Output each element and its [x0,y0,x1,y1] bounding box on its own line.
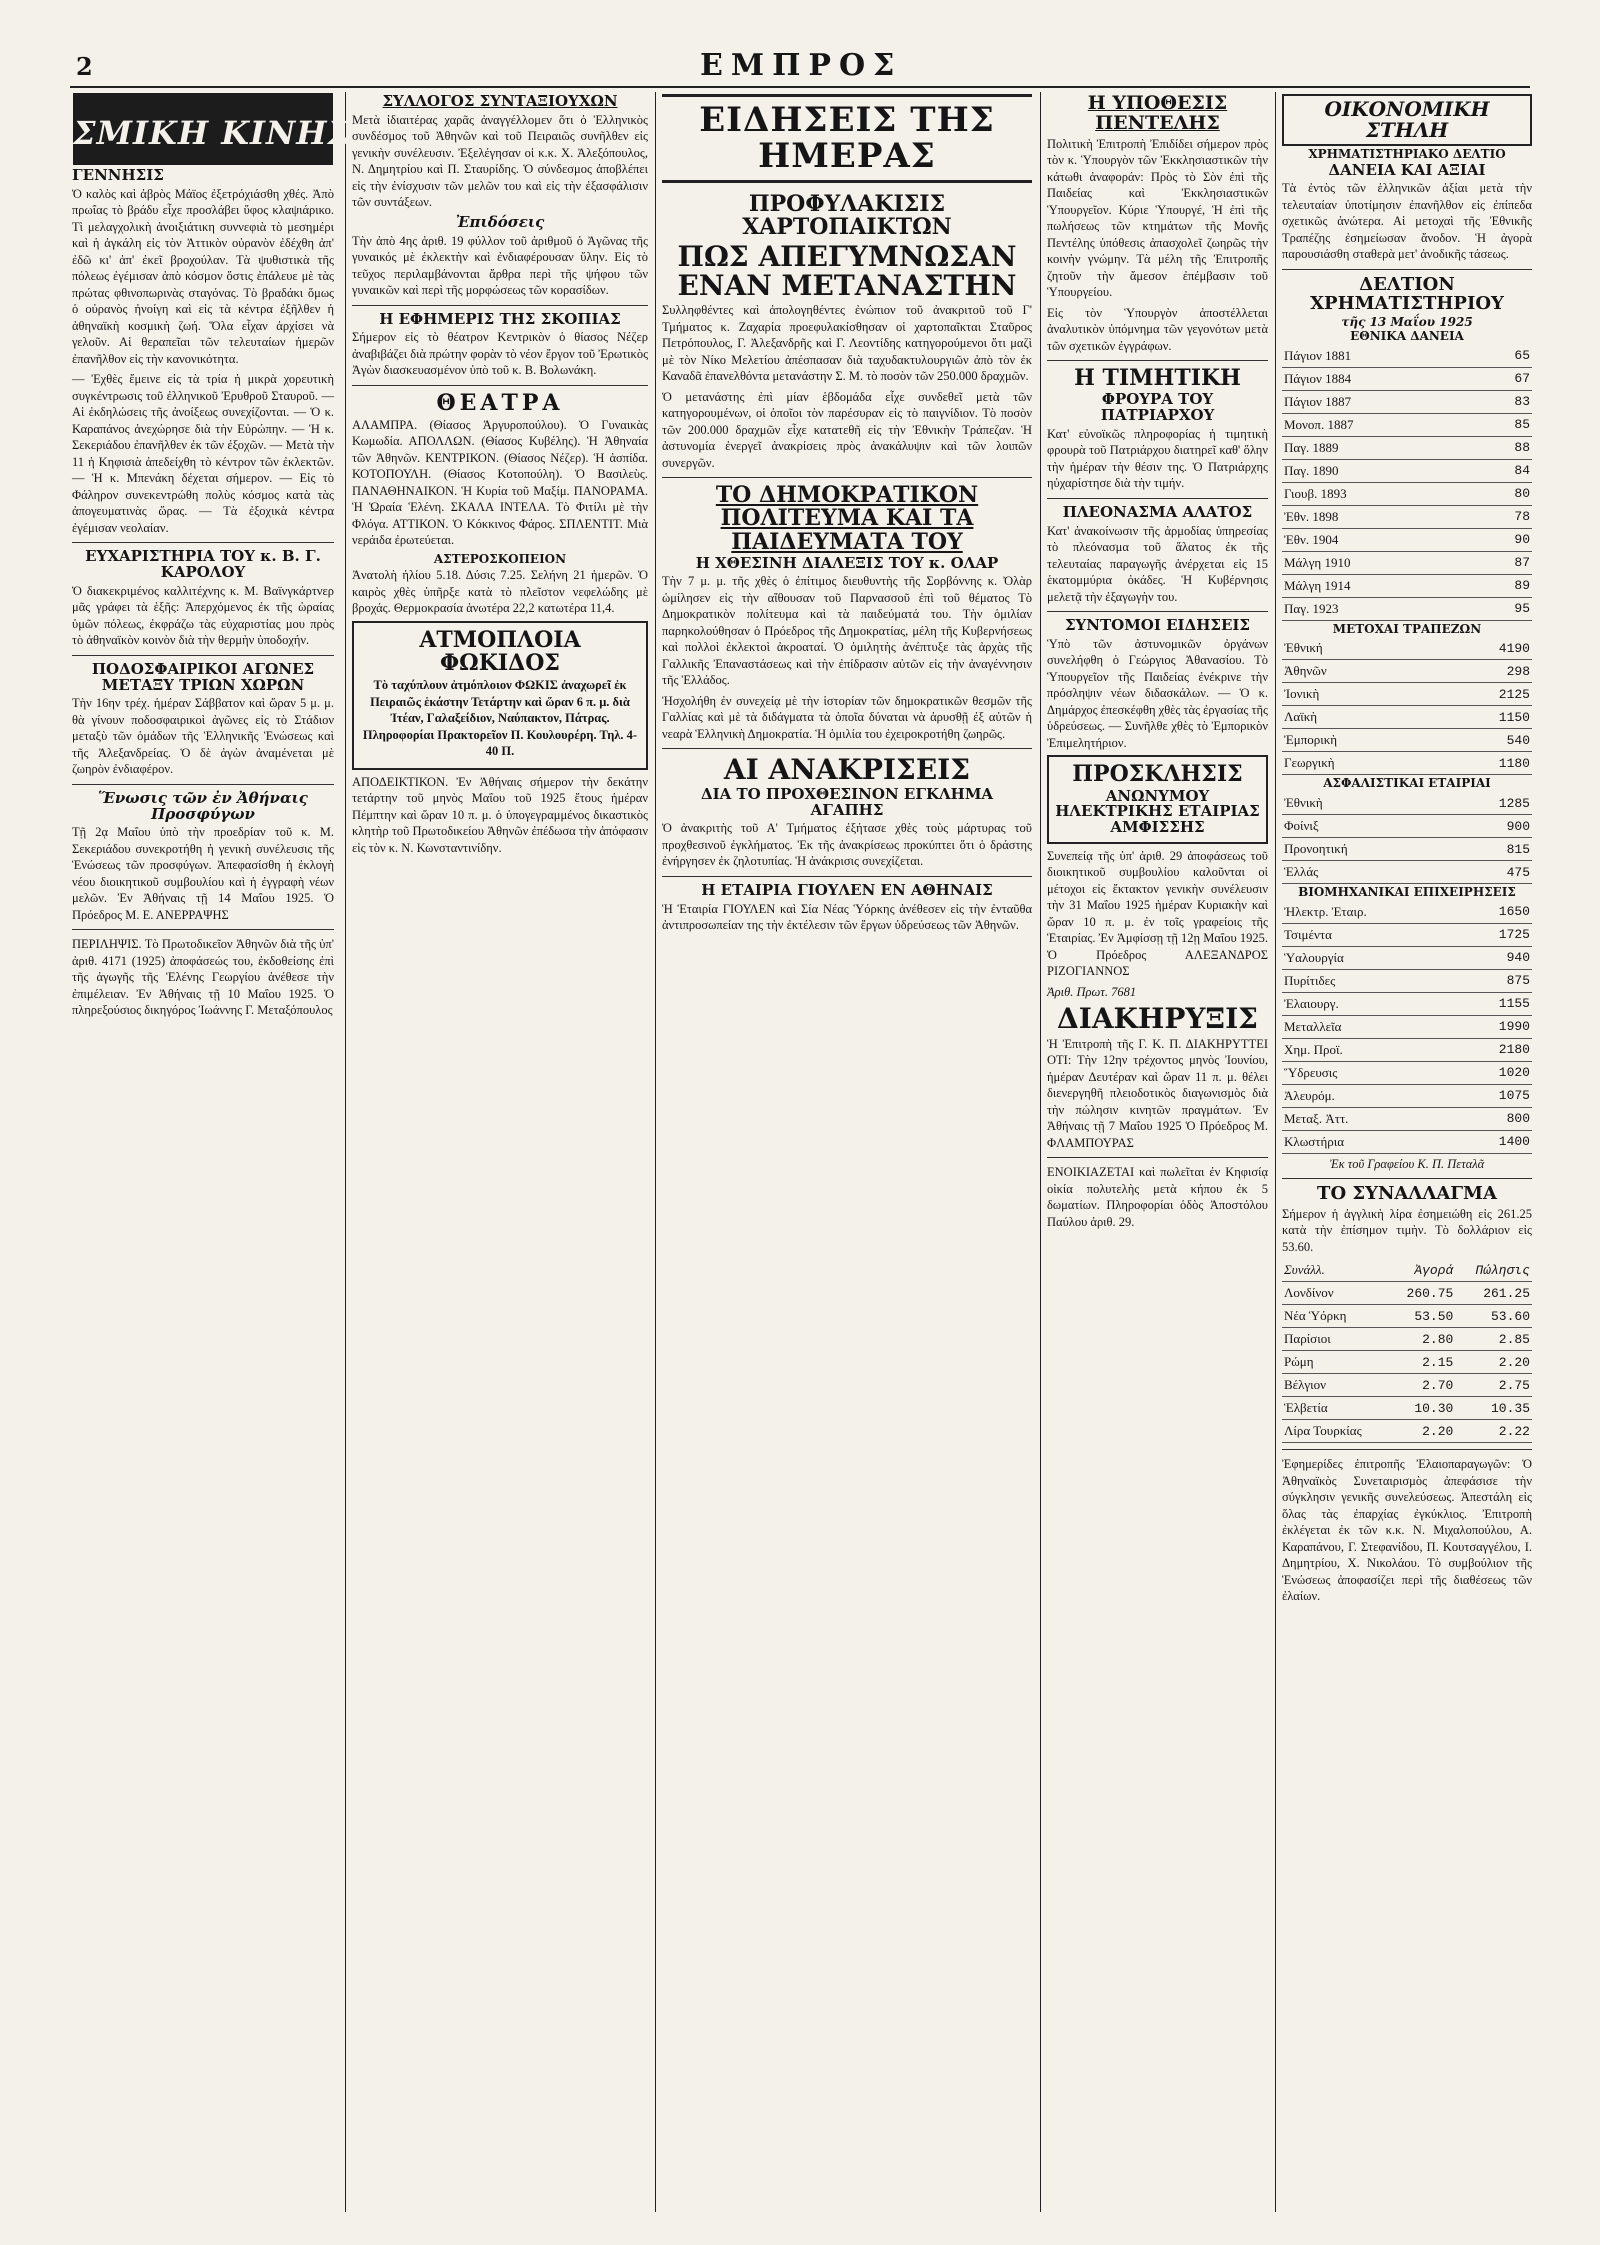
currency-name: Ἑλβετία [1282,1397,1389,1420]
article-subheadline: ΦΡΟΥΡΑ ΤΟΥ ΠΑΤΡΙΑΡΧΟΥ [1100,390,1215,425]
table-row [1282,660,1532,683]
security-price: 1650 [1460,901,1532,924]
article-text: Ὁ διακεκριμένος καλλιτέχνης κ. Μ. Βαϊνγκάρτνερ μᾶς γράφει τὰ ἑξῆς: Ἀπερχόμενος ἐκ τῆς ὡραίας ὑμῶν πόλεως, ἐκφράζω τὰς εὐχαριστίας μου πρὸς τὸ ἀθηναϊκὸν κοινὸν διὰ τὴν θερμὴν ὑποδοχήν. [72,583,334,648]
article-text: Σήμερον ἡ ἀγγλικὴ λίρα ἐσημειώθη εἰς 261.25 κατὰ τὴν ἐπίσημον τιμὴν. Τὸ δολλάριον εἰς 53.60. [1282,1206,1532,1254]
article-text: — Ἐχθὲς ἔμεινε εἰς τὰ τρία ἡ μικρὰ χορευτικὴ συγκέντρωσις τοῦ ἐλληνικοῦ Ἐρυθροῦ Σταυροῦ. — Αἱ ἐκδηλώσεις τῆς ἀνοίξεως συνεχίζονται. — Ὁ κ. Καραπάνος ἀνεχώρησε διὰ τὴν Εὐρώπην. — Ἡ κ. Σεκεριάδου ἐπανῆλθεν ἐκ τῶν ἐξοχῶν. — Μετὰ τὴν 11 ἡ Κηφισιὰ ἀπεδείχθη τὸ κέντρον τῶν ἐκλεκτῶν. — Ἡ κ. Μπενάκη δέχεται σήμερον. — Εἰς τὸ Φάληρον συνεκεντρώθη πολὺς κόσμος κατὰ τὰς ἀπογευματινὰς ὥρας. — Τὰ ἐξοχικὰ κέντρα ἐγέμισαν νεολαίαν. [72,372,334,535]
notice-headline: ΔΙΑΚΗΡΥΞΙΣ [1057,1002,1258,1036]
security-name: Ἠλεκτρ. Ἐταιρ. [1282,901,1460,924]
table-row [1282,1015,1532,1038]
table-row [1282,683,1532,706]
notice-subheadline: ΑΝΩΝΥΜΟΥ ΗΛΕΚΤΡΙΚΗΣ ΕΤΑΙΡΙΑΣ ΑΜΦΙΣΣΗΣ [1055,786,1260,837]
security-price: 78 [1479,505,1532,528]
section-subheading: ΧΡΗΜΑΤΙΣΤΗΡΙΑΚΟ ΔΕΛΤΙΟ [1308,147,1506,161]
currency-name: Λονδίνον [1282,1282,1389,1305]
security-price: 90 [1479,528,1532,551]
column-header: Συνάλλ. [1282,1259,1389,1282]
security-name: Ἰονικὴ [1282,683,1437,706]
currency-name: Νέα Ὑόρκη [1282,1305,1389,1328]
ad-text: Τὸ ταχύπλουν ἀτμόπλοιον ΦΩΚΙΣ ἀναχωρεῖ ἐκ Πειραιῶς ἑκάστην Τετάρτην καὶ ὥραν 6 π. μ. διὰ Ἰτέαν, Γαλαξείδιον, Ναύπακτον, Πάτρας. Πληροφορίαι Πρακτορεῖον Π. Κουλουρέρη. Τηλ. 4-40 Π. [362,678,638,759]
table-row [1282,367,1532,390]
security-price: 1725 [1460,923,1532,946]
table-row [1282,1084,1532,1107]
security-price: 875 [1460,969,1532,992]
column-rule [1040,92,1041,2212]
column-3 [662,92,1032,2212]
security-price: 540 [1437,729,1532,752]
section-heading: ΓΕΝΝΗΣΙΣ [72,166,164,184]
security-price: 800 [1460,1107,1532,1130]
advertisement [352,621,648,770]
currency-name: Λίρα Τουρκίας [1282,1420,1389,1443]
security-price: 1155 [1460,992,1532,1015]
security-name: Χημ. Προϊ. [1282,1038,1460,1061]
security-name: Ὕδρευσις [1282,1061,1460,1084]
security-name: Γεωργικὴ [1282,752,1437,775]
table-row [1282,413,1532,436]
exchange-table [1282,1259,1532,1443]
article-headline: Η ΕΦΗΜΕΡΙΣ ΤΗΣ ΣΚΟΠΙΑΣ [379,309,621,328]
article-headline: Ἐπιδόσεις [455,212,545,231]
article-headline: ΤΟ ΔΗΜΟΚΡΑΤΙΚΟΝ ΠΟΛΙΤΕΥΜΑ ΚΑΙ ΤΑ ΠΑΙΔΕΥΜΑΤΑ ΤΟΥ [715,482,979,555]
table-row [1282,505,1532,528]
security-price: 1150 [1437,706,1532,729]
security-name: Ἀθηνῶν [1282,660,1437,683]
paper-name: ΕΜΠΡΟΣ [700,48,903,83]
divider [662,748,1032,749]
buy-rate: 2.20 [1389,1420,1455,1443]
section-banner: ΕΙΔΗΣΕΙΣ ΤΗΣ ΗΜΕΡΑΣ [662,94,1032,183]
divider [72,655,334,656]
security-price: 1180 [1437,752,1532,775]
buy-rate: 53.50 [1389,1305,1455,1328]
security-name: Παγ. 1889 [1282,436,1479,459]
buy-rate: 10.30 [1389,1397,1455,1420]
article-subheadline: Η ΧΘΕΣΙΝΗ ΔΙΑΛΕΞΙΣ ΤΟΥ κ. ΟΛΑΡ [695,553,999,572]
column-rule [345,92,346,2212]
article-subheadline: ΠΩΣ ΑΠΕΓΥΜΝΩΣΑΝ ΕΝΑΝ ΜΕΤΑΝΑΣΤΗΝ [677,239,1017,302]
table-row [1282,1130,1532,1153]
security-price: 67 [1479,367,1532,390]
security-price: 80 [1479,482,1532,505]
security-price: 89 [1479,574,1532,597]
security-price: 85 [1479,413,1532,436]
table-row [1282,436,1532,459]
article-headline: Η ΕΤΑΙΡΙΑ ΓΙΟΥΛΕΝ ΕΝ ΑΘΗΝΑΙΣ [701,880,993,899]
industry-table [1282,901,1532,1154]
article-text: Ὁ καλὸς καὶ ἀβρὸς Μάϊος ἐξετρόχιάσθη χθές. Ἀπὸ πρωΐας τὸ βράδυ εἶχε προσλάβει ὕφος κλαψιάρικο. Τὶ μελαγχολικὴ ἀνοιξιάτικη συννεφιὰ τὸ μεσημέρι καὶ ἡ ἀγκάλη εἰς τὸν Ἀττικὸν οὐρανὸν ἐδέχθη ἀπ' ἐδῶ κι' ἀπ' ἐκεῖ βροχούλαν. Τὰ ψυθιστικὰ τῆς πόλεως ἐγέμισαν ἀπὸ κόσμον ὅστις ἐπάλευε μὲ τὰς πρώτας φθινοπωρινὰς σταγόνας. Τὸ βραδάκι ὅμως ὁ οὐρανὸς ἠνοίγη καὶ εἰς τὰ κέντρα ἐξῆλθεν ἡ ἀθηναϊκὴ κοσμικὴ ζωή. Ὅλα εἶχαν ἀρχίσει νὰ γελοῦν. Αἱ θεραπεῖαι τῶν τελευταίων ἡμερῶν ἐπανῆλθον εἰς τὴν κανονικότητα. [72,186,334,366]
security-price: 900 [1446,815,1532,838]
article-text: Συλληφθέντες καὶ ἀπολογηθέντες ἐνώπιον τοῦ ἀνακριτοῦ τοῦ Γ' Τμήματος κ. Ζαχαρία προεφυλακίσθησαν οἱ χαρτοπαῖκται Σταῦρος Πετρόπουλος, Γ. Ἀλεξανδρῆς καὶ Γ. Λεοντίδης κατηγορούμενοι ὅτι μαζὶ μὲ τὸν Νίκο Μελετίου ἀπέσπασαν διὰ ταχυδακτυλουργιῶν ἀπὸ τὸν ἐκ Καναδᾶ ἐπανελθόντα μετανάστην Σ. Μ. τὸ ποσὸν τῶν 250.000 δραχμῶν. [662,303,1032,384]
security-name: Μάλγη 1914 [1282,574,1479,597]
theatre-listings: ΑΛΑΜΠΡΑ. (Θίασος Ἀργυροπούλου). Ὁ Γυναικὰς Κωμωδία. ΑΠΟΛΛΩΝ. (Θίασος Κυβέλης). Ἡ Ἀθηναία τῶν Ἀθηνῶν. ΚΕΝΤΡΙΚΟΝ. (Θίασος Νέζερ). Ἡ ἀσπίδα. ΚΟΤΟΠΟΥΛΗ. (Θίασος Κοτοπούλη). Ὁ Βασιλεὺς. ΠΑΝΑΘΗΝΑΙΚΟΝ. Ἡ Κυρία τοῦ Μαξίμ. ΠΑΝΟΡΑΜΑ. Ἡ Ὡραία Ἑλένη. ΣΚΑΛΑ ΙΝΤΕΛΑ. Τὸ Φιτίλι μὲ τὴν Φλόγα. ΑΤΤΙΚΟΝ. Ὁ Κόκκινος Φάρος. ΣΠΛΕΝΤΙΤ. Μιὰ νεράιδα ἐρωτεύεται. [352,417,648,548]
security-name: Ἑλλάς [1282,861,1446,884]
table-row [1282,706,1532,729]
article-headline: ΕΥΧΑΡΙΣΤΗΡΙΑ ΤΟΥ κ. Β. Γ. ΚΑΡΟΛΟΥ [85,547,321,581]
stock-table [1282,901,1532,1154]
notice-text: Συνεπείᾳ τῆς ὑπ' ἀριθ. 29 ἀποφάσεως τοῦ διοικητικοῦ συμβουλίου καλοῦνται οἱ μέτοχοι εἰς ἔκτακτον γενικὴν συνέλευσιν τὴν 31 Μαΐου 1925 ἡμέραν Κυριακὴν καὶ ὥραν 10 π. μ. ἐν τοῖς γραφείοις τῆς Ἑταιρίας. Ἐν Ἀμφίσσῃ τῇ 12ῃ Μαΐου 1925. Ὁ Πρόεδρος ΑΛΕΞΑΝΔΡΟΣ ΡΙΖΟΓΙΑΝΝΟΣ [1047,848,1268,979]
banks-table [1282,637,1532,775]
table-row [1282,792,1532,815]
table-row [1282,992,1532,1015]
divider [1282,269,1532,270]
security-price: 88 [1479,436,1532,459]
table-row [1282,551,1532,574]
table-row [1282,1107,1532,1130]
table-row [1282,1282,1532,1305]
stock-table [1282,637,1532,775]
sell-rate: 261.25 [1455,1282,1532,1305]
bulletin-date: τῆς 13 Μαΐου 1925 [1341,314,1473,329]
table-row [1282,1061,1532,1084]
legal-notice: ΑΠΟΔΕΙΚΤΙΚΟΝ. Ἐν Ἀθήναις σήμερον τὴν δεκάτην τετάρτην τοῦ μηνὸς Μαΐου τοῦ 1925 ἔτους ἡμέραν Πέμπτην καὶ ὥραν 10 π. μ. ὁ ὑπογεγραμμένος δικαστικὸς κλητὴρ τοῦ Πρωτοδικείου Ἀθηνῶν ἐπέδωσα τὴν ἀπόφασιν εἰς τὸν κ. Ν. Κωνσταντινίδην. [352,774,648,855]
security-name: Παγ. 1923 [1282,597,1479,620]
security-name: Κλωστήρια [1282,1130,1460,1153]
security-price: 84 [1479,459,1532,482]
security-name: Γιουβ. 1893 [1282,482,1479,505]
security-price: 475 [1446,861,1532,884]
article-text: Ὁ μετανάστης ἐπὶ μίαν ἑβδομάδα εἶχε συνδεθεῖ μετὰ τῶν κατηγορουμένων, οἱ ὁποῖοι τὸν παρέσυραν εἰς τὸ παιγνίδιον. Τὸ ποσὸν τῶν 200.000 δραχμῶν εἶχε κατατεθῆ εἰς τὴν Ἐθνικὴν Τράπεζαν. Ἡ ἀστυνομία ἐνεργεῖ ἀνακρίσεις πρὸς ἀνακάλυψιν καὶ τῶν λοιπῶν συνεργῶν. [662,389,1032,470]
stock-table [1282,792,1532,884]
article-text: Σήμερον εἰς τὸ θέατρον Κεντρικὸν ὁ θίασος Νέζερ ἀναβιβάζει διὰ πρώτην φορὰν τὸ νέον ἔργον τοῦ Ἐρωτικὸς Ἀγὼν διασκευασμένον ὑπὸ τοῦ κ. Β. Βολωνάκη. [352,330,649,378]
column-1 [15,92,391,2212]
table-row [1282,838,1532,861]
security-name: Παγ. 1890 [1282,459,1479,482]
table-row [1282,390,1532,413]
notice-headline: ΠΡΟΣΚΛΗΣΙΣ [1072,761,1243,788]
security-price: 1020 [1460,1061,1532,1084]
masthead-rule [70,86,1530,88]
sell-rate: 2.20 [1455,1351,1532,1374]
table-row [1282,1328,1532,1351]
page-number: 2 [76,52,93,81]
column-rule [1275,92,1276,2212]
security-price: 1285 [1446,792,1532,815]
article-text: Τὴν 7 μ. μ. τῆς χθὲς ὁ ἐπίτιμος διευθυντὴς τῆς Σορβόννης κ. Ὀλὰρ ὡμίλησεν εἰς τὴν αἴθουσαν τοῦ Παρνασσοῦ ἐπὶ τοῦ θέματος Τὸ Δημοκρατικὸν πολίτευμα καὶ τὰ παιδεύματά του. Τὴν ὁμιλίαν παρηκολούθησαν ὁ Πρόεδρος τῆς Δημοκρατίας, μέλη τῆς Κυβερνήσεως καὶ πολλοὶ ἐκλεκτοὶ ἀκροαταί. Ὁ ὁμιλητὴς ἀνέπτυξε τὰς ἀρχὰς τῆς Γαλλικῆς Ἐπαναστάσεως καὶ τὴν ἐπίδρασιν αὐτῶν εἰς τὴν ἀναγέννησιν τῆς Ἑλλάδος. [662,574,1032,688]
sell-rate: 2.85 [1455,1328,1532,1351]
divider [1047,498,1268,499]
table-row [1282,1351,1532,1374]
table-row [1282,1420,1532,1443]
table-section-label: ΕΘΝΙΚΑ ΔΑΝΕΙΑ [1350,329,1464,344]
column-4 [1047,92,1268,2212]
security-price: 4190 [1437,637,1532,660]
table-row [1282,482,1532,505]
article-text: Τῇ 2ᾳ Μαΐου ὑπὸ τὴν προεδρίαν τοῦ κ. Μ. Σεκεριάδου συνεκροτήθη ἡ γενικὴ συνέλευσις τῆς Ἑνώσεως τῶν προσφύγων. Ἀπεφασίσθη ἡ ἐκλογὴ νέου διοικητικοῦ συμβουλίου καὶ ἡ ἐγγραφὴ νέων μελῶν. Ἐν Ἀθήναις τῇ 14 Μαΐου 1925. Ὁ Πρόεδρος Μ. Ε. ΑΝΕΡΡΑΨΗΣ [72,825,334,922]
security-price: 95 [1479,597,1532,620]
article-headline: ΠΡΟΦΥΛΑΚΙΣΙΣ ΧΑΡΤΟΠΑΙΚΤΩΝ [742,191,952,241]
table-row [1282,345,1532,368]
article-text: Ὁ ἀνακριτὴς τοῦ Α' Τμήματος ἐξήτασε χθὲς τοὺς μάρτυρας τοῦ προχθεσινοῦ ἐγκλήματος. Ἐκ τῆς ἀνακρίσεως προκύπτει ὅτι ὁ δράστης ἐνήργησεν ἐκ ζηλοτυπίας. Ἡ ἀνάκρισις συνεχίζεται. [662,821,1032,869]
table-row [1282,637,1532,660]
security-price: 815 [1446,838,1532,861]
sell-rate: 2.22 [1455,1420,1532,1443]
security-name: Μάλγη 1910 [1282,551,1479,574]
article-text: Ἐφημερίδες ἐπιτροπῆς Ἐλαιοπαραγωγῶν: Ὁ Ἀθηναϊκὸς Συνεταιρισμὸς ἀπεφάσισε τὴν σύγκλησιν γενικῆς συνελεύσεως. Ἀπεστάλη εἰς ὅλας τὰς ἐπαρχίας ἐγκύκλιος. Ἐπιτροπὴ ἐκλέγεται ἐκ τῶν κ.κ. Ν. Μιχαλοπούλου, Α. Καραπάνου, Γ. Στεφανίδου, Π. Κουτσαγγέλου, Ι. Δημητρίου, Χ. Νικολάου. Τὸ συμβούλιον τῆς Ἑνώσεως ἀποφασίζει περὶ τῆς διαθέσεως τῶν ἐλαίων. [1282,1457,1532,1604]
article-text: Τὴν ἀπὸ 4ης ἀριθ. 19 φύλλον τοῦ ἀριθμοῦ ὁ Ἀγῶνας τῆς γυναικός μὲ ἐκλεκτὴν καὶ ἐνδιαφέρουσαν ὕλην. Εἰς τὸ τεῦχος περιλαμβάνονται ἄρθρα περὶ τῆς ψήφου τῶν γυναικῶν καὶ περὶ τῆς μορφώσεως τῶν κορασίδων. [352,233,648,297]
protocol-number: Ἀριθ. Πρωτ. 7681 [1047,984,1137,999]
table-row [1282,752,1532,775]
buy-rate: 2.80 [1389,1328,1455,1351]
divider [72,784,334,785]
table-row [1282,597,1532,620]
article-text: Κατ' εὐνοϊκῶς πληροφορίας ἡ τιμητικὴ φρουρὰ τοῦ Πατριάρχου διατηρεῖ καθ' ὅλην τὴν ἡμέραν τὴν θέσιν της. Ὁ Πατριάρχης ηὐχαρίστησε διὰ τὴν τιμήν. [1047,426,1268,491]
table-row [1282,1305,1532,1328]
legal-notice: ΠΕΡΙΛΗΨΙΣ. Τὸ Πρωτοδικεῖον Ἀθηνῶν διὰ τῆς ὑπ' ἀριθ. 4171 (1925) ἀποφάσεώς του, ἐκδοθείσης ἐπὶ τῆς ἀγωγῆς τῆς Ἑλένης Γεωργίου ἀνέθεσε τὴν ἐπιμέλειαν. Ἐν Ἀθήναις τῇ 10 Μαΐου 1925. Ὁ πληρεξούσιος δικηγόρος Ἰωάννης Γ. Μεταξόπουλος [72,937,334,1018]
security-price: 87 [1479,551,1532,574]
sell-rate: 53.60 [1455,1305,1532,1328]
masthead [0,0,1600,86]
sell-rate: 10.35 [1455,1397,1532,1420]
security-name: Ἐθνική [1282,637,1437,660]
table-row [1282,969,1532,992]
security-name: Πάγιον 1887 [1282,390,1479,413]
table-row [1282,1397,1532,1420]
article-text: Κατ' ἀνακοίνωσιν τῆς ἀρμοδίας ὑπηρεσίας τὸ πλεόνασμα τοῦ ἅλατος ἐκ τῆς τελευταίας παραγωγῆς ἀνέρχεται εἰς 15 ἑκατομμύρια ὀκάδες. Ἡ Κυβέρνησις μελετᾷ τὴν ἐξαγωγὴν του. [1047,523,1268,604]
article-headline: ΑΙ ΑΝΑΚΡΙΣΕΙΣ [723,753,971,787]
weather-report: Ἀνατολὴ ἡλίου 5.18. Δύσις 7.25. Σελήνη 21 ἡμερῶν. Ὁ καιρὸς χθὲς ὑπῆρξε κατὰ τὸ πλεῖστον νεφελώδης μὲ βροχάς. Θερμοκρασία ἀνωτέρα 22,2 κατωτέρα 11,4. [352,568,648,616]
column-rule [655,92,656,2212]
article-text: Εἰς τὸν Ὑπουργὸν ἀποστέλλεται ἀναλυτικὸν ὑπόμνημα τῶν γεγονότων μετὰ τῶν σχετικῶν ἐγγράφων. [1047,305,1268,353]
security-price: 2125 [1437,683,1532,706]
security-name: Μεταλλεῖα [1282,1015,1460,1038]
table-source: Ἐκ τοῦ Γραφείου Κ. Π. Πεταλᾶ [1329,1156,1485,1171]
security-name: Ἀλευρόμ. [1282,1084,1460,1107]
article-headline: ΣΥΛΛΟΓΟΣ ΣΥΝΤΑΞΙΟΥΧΩΝ [382,92,618,110]
article-text: Ὑπὸ τῶν ἀστυνομικῶν ὀργάνων συνελήφθη ὁ Γεώργιος Ἀθανασίου. Τὸ Ὑπουργεῖον τῆς Παιδείας ἐνέκρινε τὴν πρόσληψιν νέων διδασκάλων. — Ὁ κ. Δημάρχος ἐπεσκέφθη χθὲς τὰς ἐργασίας τῆς ὑδρεύσεως. — Συνῆλθε χθὲς τὸ Ἐμπορικὸν Ἐπιμελητήριον. [1047,636,1268,750]
section-heading-theatres: ΘΕΑΤΡΑ [436,389,564,416]
notice-box [1047,755,1268,843]
table-row [1282,815,1532,838]
article-text: Τὰ ἐντὸς τῶν ἑλληνικῶν ἀξίαι μετὰ τὴν τελευταίαν ὑποτίμησιν ἐπανῆλθον εἰς ἐπίπεδα σχετικῶς ἀνώτερα. Αἱ μετοχαὶ τῆς Ἐθνικῆς Τραπέζης ἐσημείωσαν ἄνοδον. Ἡ ἀγορὰ παρουσιάσθη σταθερὰ μετ' ἀνοδικῆς τάσεως. [1282,181,1532,262]
buy-rate: 2.15 [1389,1351,1455,1374]
security-name: Ἐθν. 1904 [1282,528,1479,551]
divider [72,929,334,930]
article-headline: Ἕνωσις τῶν ἐν Ἀθήναις Προσφύγων [98,788,308,823]
table-row [1282,729,1532,752]
article-headline: ΣΥΝΤΟΜΟΙ ΕΙΔΗΣΕΙΣ [1064,616,1251,635]
divider [352,305,648,306]
table-row [1282,861,1532,884]
stock-table [1282,345,1532,621]
column-2 [352,92,648,2212]
column-header: Ἀγορά [1389,1259,1455,1282]
security-name: Ἐθνικὴ [1282,792,1446,815]
security-price: 1990 [1460,1015,1532,1038]
security-name: Πυρίτιδες [1282,969,1460,992]
article-headline: ΠΟΔΟΣΦΑΙΡΙΚΟΙ ΑΓΩΝΕΣ ΜΕΤΑΞΥ ΤΡΙΩΝ ΧΩΡΩΝ [91,659,315,694]
article-headline: ΠΛΕΟΝΑΣΜΑ ΑΛΑΤΟΣ [1062,502,1253,521]
article-text: Ἠσχολήθη ἐν συνεχείᾳ μὲ τὴν ἱστορίαν τῶν δημοκρατικῶν θεσμῶν τῆς Γαλλίας καὶ μὲ τὰ διδάγματα τὰ ὁποῖα δύναται νὰ ἀρυσθῇ ἐξ αὐτῶν ἡ νεαρὰ Ἑλληνικὴ Δημοκρατία. Ἡ ὁμιλία του ἐχειροκροτήθη ζωηρῶς. [662,693,1032,741]
loans-table [1282,345,1532,621]
buy-rate: 260.75 [1389,1282,1455,1305]
divider [662,477,1032,478]
divider [1047,360,1268,361]
security-price: 298 [1437,660,1532,683]
table-row [1282,574,1532,597]
security-name: Τσιμέντα [1282,923,1460,946]
article-headline: ΔΑΝΕΙΑ ΚΑΙ ΑΞΙΑΙ [1328,160,1486,179]
section-banner [15,92,391,166]
insurance-table [1282,792,1532,884]
security-price: 2180 [1460,1038,1532,1061]
security-name: Φοίνιξ [1282,815,1446,838]
currency-name: Ρώμη [1282,1351,1389,1374]
divider [662,876,1032,877]
column-header: Πώλησις [1455,1259,1532,1282]
security-price: 65 [1479,345,1532,368]
table-row [1282,459,1532,482]
table-row [1282,1374,1532,1397]
article-headline: Η ΤΙΜΗΤΙΚΗ [1074,365,1241,392]
table-row [1282,1038,1532,1061]
security-name: Ἐλαιουργ. [1282,992,1460,1015]
divider [1047,611,1268,612]
divider [1047,1157,1268,1158]
ad-headline: ΑΤΜΟΠΛΟΙΑ ΦΩΚΙΔΟΣ [419,626,581,677]
article-headline: ΑΣΤΕΡΟΣΚΟΠΕΙΟΝ [433,551,567,566]
section-banner-title: ΚΟΣΜΙΚΗ ΚΙΝΗΣΙΣ [15,114,391,152]
divider [1282,1449,1532,1450]
article-text: Τὴν 16ην τρέχ. ἡμέραν Σάββατον καὶ ὥραν 5 μ. μ. θὰ γίνουν ποδοσφαιρικοὶ ἀγῶνες εἰς τὸ Στάδιον μεταξὺ τῶν ὁμάδων τῆς Ἑλληνικῆς Ἑνώσεως καὶ τῆς Ἀλεξανδρείας. Ὁ δὲ ἀγὼν ἀναμένεται μὲ ζωηρὸν ἐνδιαφέρον. [72,696,334,777]
table-row [1282,528,1532,551]
table-section-label: ΒΙΟΜΗΧΑΝΙΚΑΙ ΕΠΙΧΕΙΡΗΣΕΙΣ [1298,885,1516,899]
article-text: Πολιτικὴ Ἐπιτροπὴ Ἐπιδίδει σήμερον πρὸς τὸν κ. Ὑπουργὸν τῶν Ἐκκλησιαστικῶν τὴν κάτωθι ἀναφοράν: Πρὸς τὸ Σὸν ἐπὶ τῆς Παιδείας καὶ Ἐκκλησιαστικῶν Ὑπουργεῖον. Κύριε Ὑπουργέ, Ἡ ἐπὶ τῆς πωλήσεως τῶν κτημάτων τῆς Μονῆς Πεντέλης ὑπόθεσις ἀπασχολεῖ ζωηρῶς τὴν κοινὴν γνώμην. Τὰ μέλη τῆς Ἐπιτροπῆς ζητοῦν τὴν ἄμεσον ἐπέμβασιν τοῦ Ὑπουργείου. [1047,136,1268,300]
security-name: Προνοητική [1282,838,1446,861]
sell-rate: 2.75 [1455,1374,1532,1397]
article-text: Ἡ Ἑταιρία ΓΙΟΥΛΕΝ καὶ Σία Νέας Ὑόρκης ἀνέθεσεν εἰς τὴν ἐνταῦθα ἀντιπροσωπείαν της τὴν ἐκτέλεσιν τῶν ἔργων ὑδρεύσεως τῶν Ἀθηνῶν. [662,901,1032,933]
divider [72,542,334,543]
column-5 [1282,92,1532,2212]
exchange-table-header [1282,1259,1532,1282]
security-price: 1400 [1460,1130,1532,1153]
buy-rate: 2.70 [1389,1374,1455,1397]
article-headline: ΔΕΛΤΙΟΝ ΧΡΗΜΑΤΙΣΤΗΡΙΟΥ [1310,273,1504,314]
divider [352,385,648,386]
classified-ad: ΕΝΟΙΚΙΑΖΕΤΑΙ καὶ πωλεῖται ἐν Κηφισίᾳ οἰκία πολυτελὴς μετὰ κήπου ἐκ 5 δωματίων. Πληροφορίαι ὁδὸς Ἀποστόλου Παύλου ἀριθ. 29. [1047,1165,1268,1229]
article-subheadline: ΔΙΑ ΤΟ ΠΡΟΧΘΕΣΙΝΟΝ ΕΓΚΛΗΜΑ ΑΓΑΠΗΣ [700,784,994,819]
table-row [1282,946,1532,969]
security-price: 1075 [1460,1084,1532,1107]
table-row [1282,901,1532,924]
notice-text: Ἡ Ἐπιτροπὴ τῆς Γ. Κ. Π. ΔΙΑΚΗΡΥΤΤΕΙ ΟΤΙ: Τὴν 12ην τρέχοντος μηνὸς Ἰουνίου, ἡμέραν Δευτέραν καὶ ὥραν 11 π. μ. θέλει διενεργηθῆ πλειοδοτικὸς διαγωνισμὸς διὰ τὴν πώλησιν κινητῶν πραγμάτων. Ἐν Ἀθήναις τῇ 7 Μαΐου 1925 Ὁ Πρόεδρος Μ. ΦΛΑΜΠΟΥΡΑΣ [1047,1036,1268,1150]
table-section-label: ΑΣΦΑΛΙΣΤΙΚΑΙ ΕΤΑΙΡΙΑΙ [1323,776,1491,791]
security-name: Μεταξ. Ἀττ. [1282,1107,1460,1130]
security-name: Ἐθν. 1898 [1282,505,1479,528]
currency-name: Παρίσιοι [1282,1328,1389,1351]
table-row [1282,923,1532,946]
article-headline: ΤΟ ΣΥΝΑΛΛΑΓΜΑ [1317,1183,1497,1205]
table-section-label: ΜΕΤΟΧΑΙ ΤΡΑΠΕΖΩΝ [1332,621,1482,636]
currency-name: Βέλγιον [1282,1374,1389,1397]
article-headline: Η ΥΠΟΘΕΣΙΣ ΠΕΝΤΕΛΗΣ [1087,92,1228,134]
security-name: Μονοπ. 1887 [1282,413,1479,436]
security-name: Λαϊκὴ [1282,706,1437,729]
security-name: Πάγιον 1881 [1282,345,1479,368]
security-price: 940 [1460,946,1532,969]
article-text: Μετὰ ἰδιαιτέρας χαρᾶς ἀναγγέλλομεν ὅτι ὁ Ἑλληνικὸς συνδέσμος τοῦ Ἀθηνῶν καὶ τοῦ Πειραιῶς συνῆλθεν εἰς γενικὴν συνέλευσιν. Ἐξελέγησαν οἱ κ.κ. Χ. Ἀλεξόπουλος, Ν. Δημητρίου καὶ Π. Σταυρίδης. Ὁ σύνδεσμος ἀποβλέπει εἰς τὴν ἐνίσχυσιν τῶν μελῶν του καὶ εἰς τὴν ἐξασφάλισιν τῶν συντάξεων. [352,112,648,210]
security-price: 83 [1479,390,1532,413]
security-name: Ἐμπορικὴ [1282,729,1437,752]
section-banner: ΟΙΚΟΝΟΜΙΚΗ ΣΤΗΛΗ [1282,94,1532,146]
security-name: Πάγιον 1884 [1282,367,1479,390]
security-name: Ὑαλουργία [1282,946,1460,969]
divider [1282,1178,1532,1179]
